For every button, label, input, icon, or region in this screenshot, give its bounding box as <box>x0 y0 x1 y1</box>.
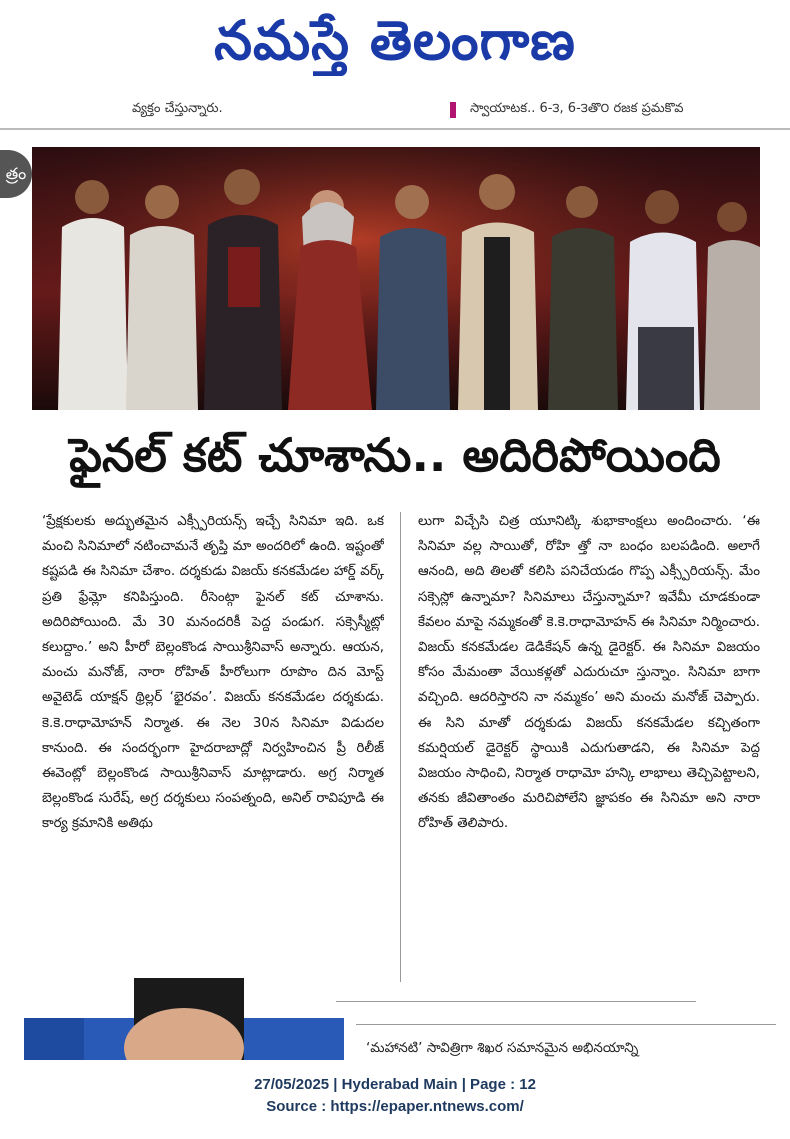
ticker-right-text: స్వాయాటక.. 6-౩, 6-౩తొ౦ రజక ప్రమకొవ <box>470 101 684 116</box>
article-headline: ఫైనల్ కట్ చూశాను.. అదిరిపోయింది <box>69 428 721 482</box>
column-divider <box>400 512 401 982</box>
inset-photo <box>24 978 344 1060</box>
footer-source-link[interactable]: Source : https://epaper.ntnews.com/ <box>266 1098 524 1115</box>
event-group-photo <box>32 147 760 410</box>
ticker-marker <box>450 102 456 118</box>
newspaper-logo: నమస్తే తెలంగాణ <box>214 9 576 72</box>
inset-divider-lower <box>356 1024 776 1025</box>
group-photo-image <box>32 147 760 410</box>
ticker-divider <box>0 128 790 130</box>
masthead <box>0 0 790 92</box>
ticker-left-text: వ్యక్తం చేస్తున్నారు. <box>132 101 223 116</box>
page-footer <box>0 1074 790 1118</box>
ticker-strip <box>0 93 790 129</box>
inset-caption: ‘మహానటి’ సావిత్రిగా శిఖర సమానమైన అభినయాన్ని <box>366 1040 639 1056</box>
inset-photo-image <box>24 978 344 1060</box>
footer-date-edition: 27/05/2025 | Hyderabad Main | Page : 12 <box>254 1076 536 1093</box>
inset-divider <box>336 1001 696 1002</box>
section-tab: త్రం <box>0 150 32 198</box>
article-column-right: లుగా విచ్చేసి చిత్ర యూనిట్కి శుభాకాంక్షలు అందించారు. ‘ఈ సినిమా వల్ల సాయితో, రోహి త్తో నా బంధం బలపడింది. అలాగే ఆనంది, అది తిలతో కలిసి పనిచేయడం గొప్ప ఎక్స్పీరియన్స్. మేం సక్సెస్లో ఉన్నామా? సినిమాలు చేస్తున్నామా? ఇవేమీ చూడకుండా కేవలం మాపై నమ్మకంతో కె.కె.రాధామోహన్ ఈ సినిమా నిర్మించారు. విజయ్ కనకమేడల డెడికేషన్ ఉన్న డైరెక్టర్. ఈ సినిమా విజయం కోసం మేమంతా వేయికళ్లతో ఎదురుచూ స్తున్నాం. సినిమా బాగా వచ్చింది. ఆదరిస్తారని నా నమ్మకం’ అని మంచు మనోజ్ చెప్పారు. ఈ సిని మాతో దర్శకుడు విజయ్ కనకమేడల కచ్చితంగా కమర్షియల్ డైరెక్టర్ స్థాయికి ఎదుగుతాడని, ఈ సినిమా పెద్ద విజయం సాధించి, నిర్మాత రాధామో హన్కి లాభాలు తెచ్చిపెట్టాలని, తనకు జీవితాంతం మరిచిపోలేని జ్ఞాపకం ఈ సినిమా అని నారా రోహిత్ తెలిపారు. <box>418 514 760 832</box>
article-column-left: ‘ప్రేక్షకులకు అద్భుతమైన ఎక్స్పీరియన్స్ ఇచ్చే సినిమా ఇది. ఒక మంచి సినిమాలో నటించామనే తృప్తి మా అందరిలో ఉంది. ఇష్టంతో కష్టపడి ఈ సినిమా చేశాం. దర్శకుడు విజయ్ కనకమేడల హార్డ్ వర్క్ ప్రతి ఫ్రేమ్లో కనిపిస్తుంది. రీసెంట్గా ఫైనల్ కట్ చూశాను. అదిరిపోయింది. మే 30 మనందరికీ పెద్ద పండుగ. సక్సెస్మీట్లో కలుద్దాం.’ అని హీరో బెల్లంకొండ సాయిశ్రీనివాస్ అన్నారు. ఆయన, మంచు మనోజ్, నారా రోహిత్ హీరోలుగా రూపొం దిన మోస్ట్ అవైటెడ్ యాక్షన్ థ్రిల్లర్ ‘భైరవం’. విజయ్ కనకమేడల దర్శకుడు. కె.కె.రాధామోహన్ నిర్మాత. ఈ నెల 30న సినిమా విడుదల కానుంది. ఈ సందర్భంగా హైదరాబాద్లో నిర్వహించిన ప్రీ రిలీజ్ ఈవెంట్లో బెల్లంకొండ సాయిశ్రీనివాస్ మాట్లాడారు. అగ్ర నిర్మాత బెల్లంకొండ సురేష్, అగ్ర దర్శకులు సంపత్నంది, అనిల్ రావిపూడి ఈ కార్య క్రమానికి అతిథు <box>42 514 384 832</box>
